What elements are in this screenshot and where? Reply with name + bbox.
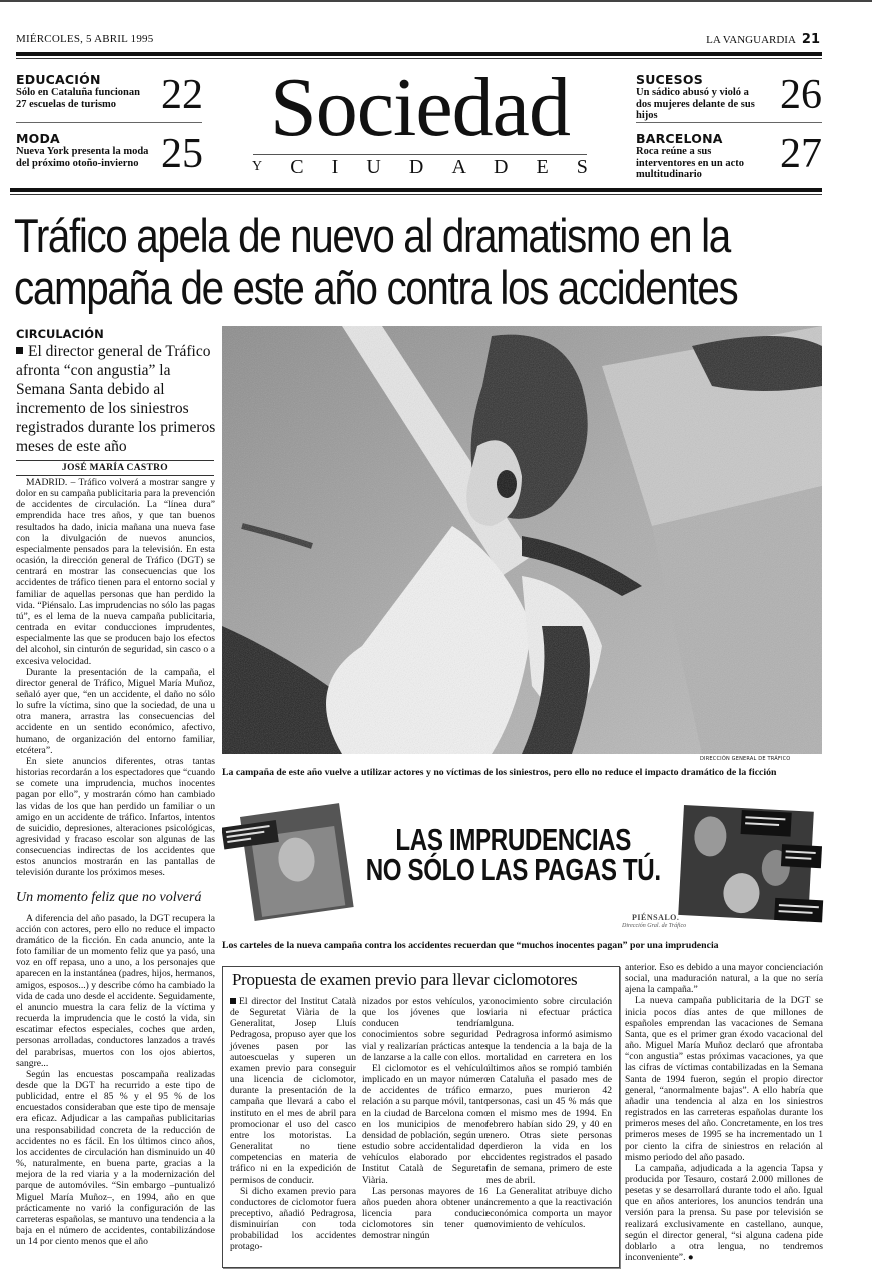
publication-header bbox=[706, 32, 820, 47]
top-border bbox=[0, 0, 872, 2]
subtitle-letter: S bbox=[576, 156, 588, 178]
section-desc: Un sádico abusó y violó a dos mujeres delante de sus hijos bbox=[636, 87, 755, 121]
section-teaser-barcelona[interactable] bbox=[636, 131, 822, 181]
article-body-col4 bbox=[625, 962, 823, 1263]
paragraph: anterior. Eso es debido a una mayor concienciación social, una maduración natural, a la que no sería ajena la campaña.” bbox=[625, 962, 823, 996]
sidebar-col2 bbox=[362, 996, 488, 1241]
paragraph: Pedragrosa informó asimismo que la tendencia a la baja de la mortalidad en carretera en los últimos años se rompió también en Cataluña el pasado mes de marzo, pues murieron 42 personas, casi un 45 % más que en el mismo mes de 1994. En febrero habían sido 29, y 40 en enero. Otras siete personas perdieron la vida en los accidentes registrados el pasado fin de semana, primero de este mes de abril. bbox=[486, 1029, 612, 1186]
publication-name: LA VANGUARDIA bbox=[706, 34, 796, 46]
section-title: EDUCACIÓN bbox=[16, 72, 101, 87]
section-title: MODA bbox=[16, 131, 60, 146]
masthead-subtitle bbox=[250, 154, 590, 180]
paragraph: MADRID. – Tráfico volverá a mostrar sangre y dolor en su campaña publicitaria para la prevención de accidentes de circulación. La “línea dura” emprendida hace tres años, y que tan buenos resultados ha dado, inicia mañana una nueva fase con la divulgación de nuevos anuncios, especialmente pensados para la televisión. En esta ocasión, la dirección general de Tráfico (DGT) se centrará en mostrar las consecuencias que los accidentes de tráfico tienen para el entorno social y familiar de aquellas personas que han perdido la vida. “Piénsalo. Las imprudencias no sólo las pagas tú”, es el lema de la nueva campaña publicitaria, centrada en evitar conducciones imprudentes, especialmente las que se producen bajo los efectos del alcohol, sin cinturón de seguridad, sin casco o a excesiva velocidad. bbox=[16, 477, 215, 667]
article-subhead: Un momento feliz que no volverá bbox=[16, 889, 202, 905]
article-deck bbox=[16, 342, 216, 456]
deck-text: El director general de Tráfico afronta “con angustia” la Semana Santa debido al incremento de los siniestros registrados durante los primeros meses de este año bbox=[16, 343, 216, 455]
section-page: 25 bbox=[161, 131, 203, 177]
paragraph: Según las encuestas poscampaña realizadas desde que la DGT ha recurrido a este tipo de publicidad, entre el 85 % y el 95 % de los encuestados consideraban que este tipo de mensaje era eficaz. Adjudicar a las campañas publicitarias una responsabilidad concreta de la reducción de accidentes no es fácil. En los últimos cinco años, los accidentes de circulación han disminuido un 40 %, naturalmente, en buena parte, gracias a la mejora de la red viaria y a la modernización del parque de automóviles. “Sin embargo –puntualizó Miguel María Muñoz–, en 1994, año en que prácticamente no varió la configuración de las carreteras españolas, se mantuvo una tendencia a la baja en el número de accidentes, contabilizándose un 14 por ciento menos que el año bbox=[16, 1068, 215, 1248]
bullet-square-icon bbox=[16, 347, 23, 354]
paragraph: Las personas mayores de 16 años pueden ahora obtener una licencia para conducir ciclomotores sin tener que demostrar ningún bbox=[362, 1185, 488, 1242]
poster-caption: Los carteles de la nueva campaña contra los accidentes recuerdan que “muchos inocentes pagan” por una imprudencia bbox=[222, 940, 719, 951]
accident-photo-image bbox=[222, 326, 822, 754]
photo-caption: La campaña de este año vuelve a utilizar actores y no víctimas de los siniestros, pero ello no reduce el impacto dramático de la ficción bbox=[222, 767, 777, 778]
paragraph: Si dicho examen previo para conductores de ciclomotor fuera preceptivo, añadió Pedragrosa, disminuirían con toda probabilidad los accidentes protago- bbox=[230, 1185, 356, 1253]
section-page: 27 bbox=[780, 131, 822, 177]
page-number: 21 bbox=[801, 32, 820, 47]
header-rule-top bbox=[16, 52, 822, 56]
section-teaser-moda[interactable] bbox=[16, 131, 203, 177]
article-photo[interactable] bbox=[222, 326, 822, 754]
section-desc: Sólo en Cataluña funcionan 27 escuelas de turismo bbox=[16, 87, 140, 110]
teaser-divider bbox=[16, 122, 202, 123]
subtitle-letter: U bbox=[366, 156, 381, 178]
subtitle-letter: A bbox=[451, 156, 466, 178]
campaign-tagline: PIÉNSALO. bbox=[632, 913, 680, 922]
section-title: BARCELONA bbox=[636, 131, 723, 146]
section-page: 22 bbox=[161, 72, 203, 118]
article-byline: JOSÉ MARÍA CASTRO bbox=[16, 460, 214, 476]
paragraph: conocimiento sobre circulación viaria ni efectuar práctica alguna. bbox=[486, 996, 612, 1030]
subtitle-letter: I bbox=[331, 156, 339, 178]
section-teaser-sucesos[interactable] bbox=[636, 72, 822, 122]
teaser-divider bbox=[636, 122, 822, 123]
paragraph: En siete anuncios diferentes, otras tantas historias recordarán a los espectadores que “cuando se comete una imprudencia, muchos inocentes pagan por ello”, y mostrarán cómo han cambiado las vidas de los que han perdido un familiar o un amigo en un accidente de tráfico. Infartos, intentos de suicidio, depresiones, alteraciones psicológicas, agresividad y fracaso escolar son algunas de las consecuencias indirectas de los accidentes que estos anuncios mostrarán en las pantallas de televisión durante los próximos meses. bbox=[16, 755, 215, 879]
section-masthead: Sociedad bbox=[270, 61, 570, 154]
paragraph: La campaña, adjudicada a la agencia Tapsa y producida por Tesauro, costará 2.000 millones de pesetas y se desarrollará durante todo el año. Igual que en años anteriores, los anuncios tendrán una versión para la prensa. Su pase por televisión se realizará exclusivamente en castellano, aunque, según el director general, “si alguna cadena pide doblarlo a otra lengua, no tendremos inconveniente”. ● bbox=[625, 1162, 823, 1264]
section-title: SUCESOS bbox=[636, 72, 703, 87]
section-desc: Roca reúne a sus interventores en un acto multitudinario bbox=[636, 146, 744, 180]
campaign-slogan bbox=[365, 822, 661, 887]
campaign-sponsor: Dirección Gral. de Tráfico bbox=[622, 923, 687, 929]
subtitle-letter: D bbox=[493, 156, 509, 178]
paragraph: A diferencia del año pasado, la DGT recupera la acción con actores, pero ello no reduce el impacto dramático de la ficción. En cada anuncio, ante la foto familiar de un momento feliz que ya pasó, una voz en off repasa, uno a uno, a los personajes que aparecen en la instantánea (padres, hijos, hermanos, amigos, esposos...) y describe cómo ha cambiado la vida de cada uno desde el accidente. Seguidamente, el anuncio muestra la cara feliz de la víctima y recuerda la imprudencia que le costó la vida, sin escatimar efectos especiales, coches que arden, personas arrolladas, conductores lanzados a través del parabrisas, muertos con los ojos abiertos, sangre... bbox=[16, 912, 215, 1069]
page-date: MIÉRCOLES, 5 ABRIL 1995 bbox=[16, 33, 154, 45]
paragraph: nizados por estos vehículos, ya que los jóvenes que los conducen tendrían conocimientos sobre seguridad vial y realizarían prácticas antes de lanzarse a la calle con ellos. bbox=[362, 996, 488, 1063]
subtitle-letter: C bbox=[290, 156, 304, 178]
paragraph: Durante la presentación de la campaña, el director general de Tráfico, Miguel María Muñoz, señaló ayer que, “en un accidente, el daño no sólo lo sufre la víctima, sino que la sociedad, de una u otra manera, arrastra las consecuencias del accidente en un sentido económico, afectivo, humano, de organización del entorno familiar, etcétera”. bbox=[16, 666, 215, 756]
section-page: 26 bbox=[780, 72, 822, 118]
article-body-col1 bbox=[16, 477, 215, 1247]
slogan-line1: LAS IMPRUDENCIAS bbox=[395, 822, 631, 857]
header-rule-bottom-thin bbox=[10, 194, 822, 195]
header-rule-top-thin bbox=[16, 58, 822, 59]
subtitle-letter: Y bbox=[252, 159, 263, 174]
sidebar-col3 bbox=[486, 996, 612, 1230]
paragraph: La Generalitat atribuye dicho incremento a que la reactivación económica comporta un mayor movimiento de vehículos. bbox=[486, 1185, 612, 1231]
slogan-line2: NO SÓLO LAS PAGAS TÚ. bbox=[365, 852, 661, 887]
paragraph: La nueva campaña publicitaria de la DGT se inicia pocos días antes de que millones de españoles emprendan las vacaciones de Semana Santa, que es el primer gran éxodo vacacional del año. Miguel María Muñoz declaró que afrontaba “con angustia” estas próximas vacaciones, ya que las cifras de víctimas contabilizadas en la Semana Santa de 1994 fueron, según el propio director general, “anormalmente bajas”. A ello habría que añadir una tendencia al alza en los siniestros registrados en las carreteras españolas durante los primeros meses del año. Concretamente, en los tres primeros meses de 1995 se ha incrementado un 1 por ciento la cifra de siniestros en relación al mismo periodo del año pasado. bbox=[625, 995, 823, 1163]
section-teaser-educacion[interactable] bbox=[16, 72, 203, 118]
sidebar-title: Propuesta de examen previo para llevar ciclomotores bbox=[232, 970, 578, 989]
subtitle-letter: D bbox=[408, 156, 424, 178]
paragraph: El ciclomotor es el vehículo implicado en un mayor número de accidentes de tráfico en relación a su parque móvil, tanto en la ciudad de Barcelona como en los municipios de menor densidad de población, según un estudio sobre accidentalidad de vehículos elaborado por el Institut Català de Seguretat Viària. bbox=[362, 1062, 488, 1186]
subtitle-letter: E bbox=[536, 156, 549, 178]
article-headline: Tráfico apela de nuevo al dramatismo en la campaña de este año contra los accidentes bbox=[14, 209, 738, 314]
header-rule-bottom bbox=[10, 188, 822, 192]
sidebar-col1 bbox=[230, 996, 356, 1253]
article-kicker: CIRCULACIÓN bbox=[16, 327, 104, 341]
section-desc: Nueva York presenta la moda del próximo otoño-invierno bbox=[16, 146, 149, 169]
bullet-square-icon bbox=[230, 998, 236, 1004]
photo-credit: DIRECCIÓN GENERAL DE TRÁFICO bbox=[700, 756, 791, 762]
paragraph: El director del Institut Català de Seguretat Viària de la Generalitat, Josep Lluís Pedragosa, propuso ayer que los jóvenes pasen por las autoescuelas y superen un examen previo para conseguir una licencia de ciclomotor, durante la presentación de la campaña que llevará a cabo el instituto en el mes de abril para promocionar el uso del casco entre los motoristas. La Generalitat no tiene competencias en materia de tráfico ni en la expedición de permisos de conducir. bbox=[230, 996, 356, 1186]
